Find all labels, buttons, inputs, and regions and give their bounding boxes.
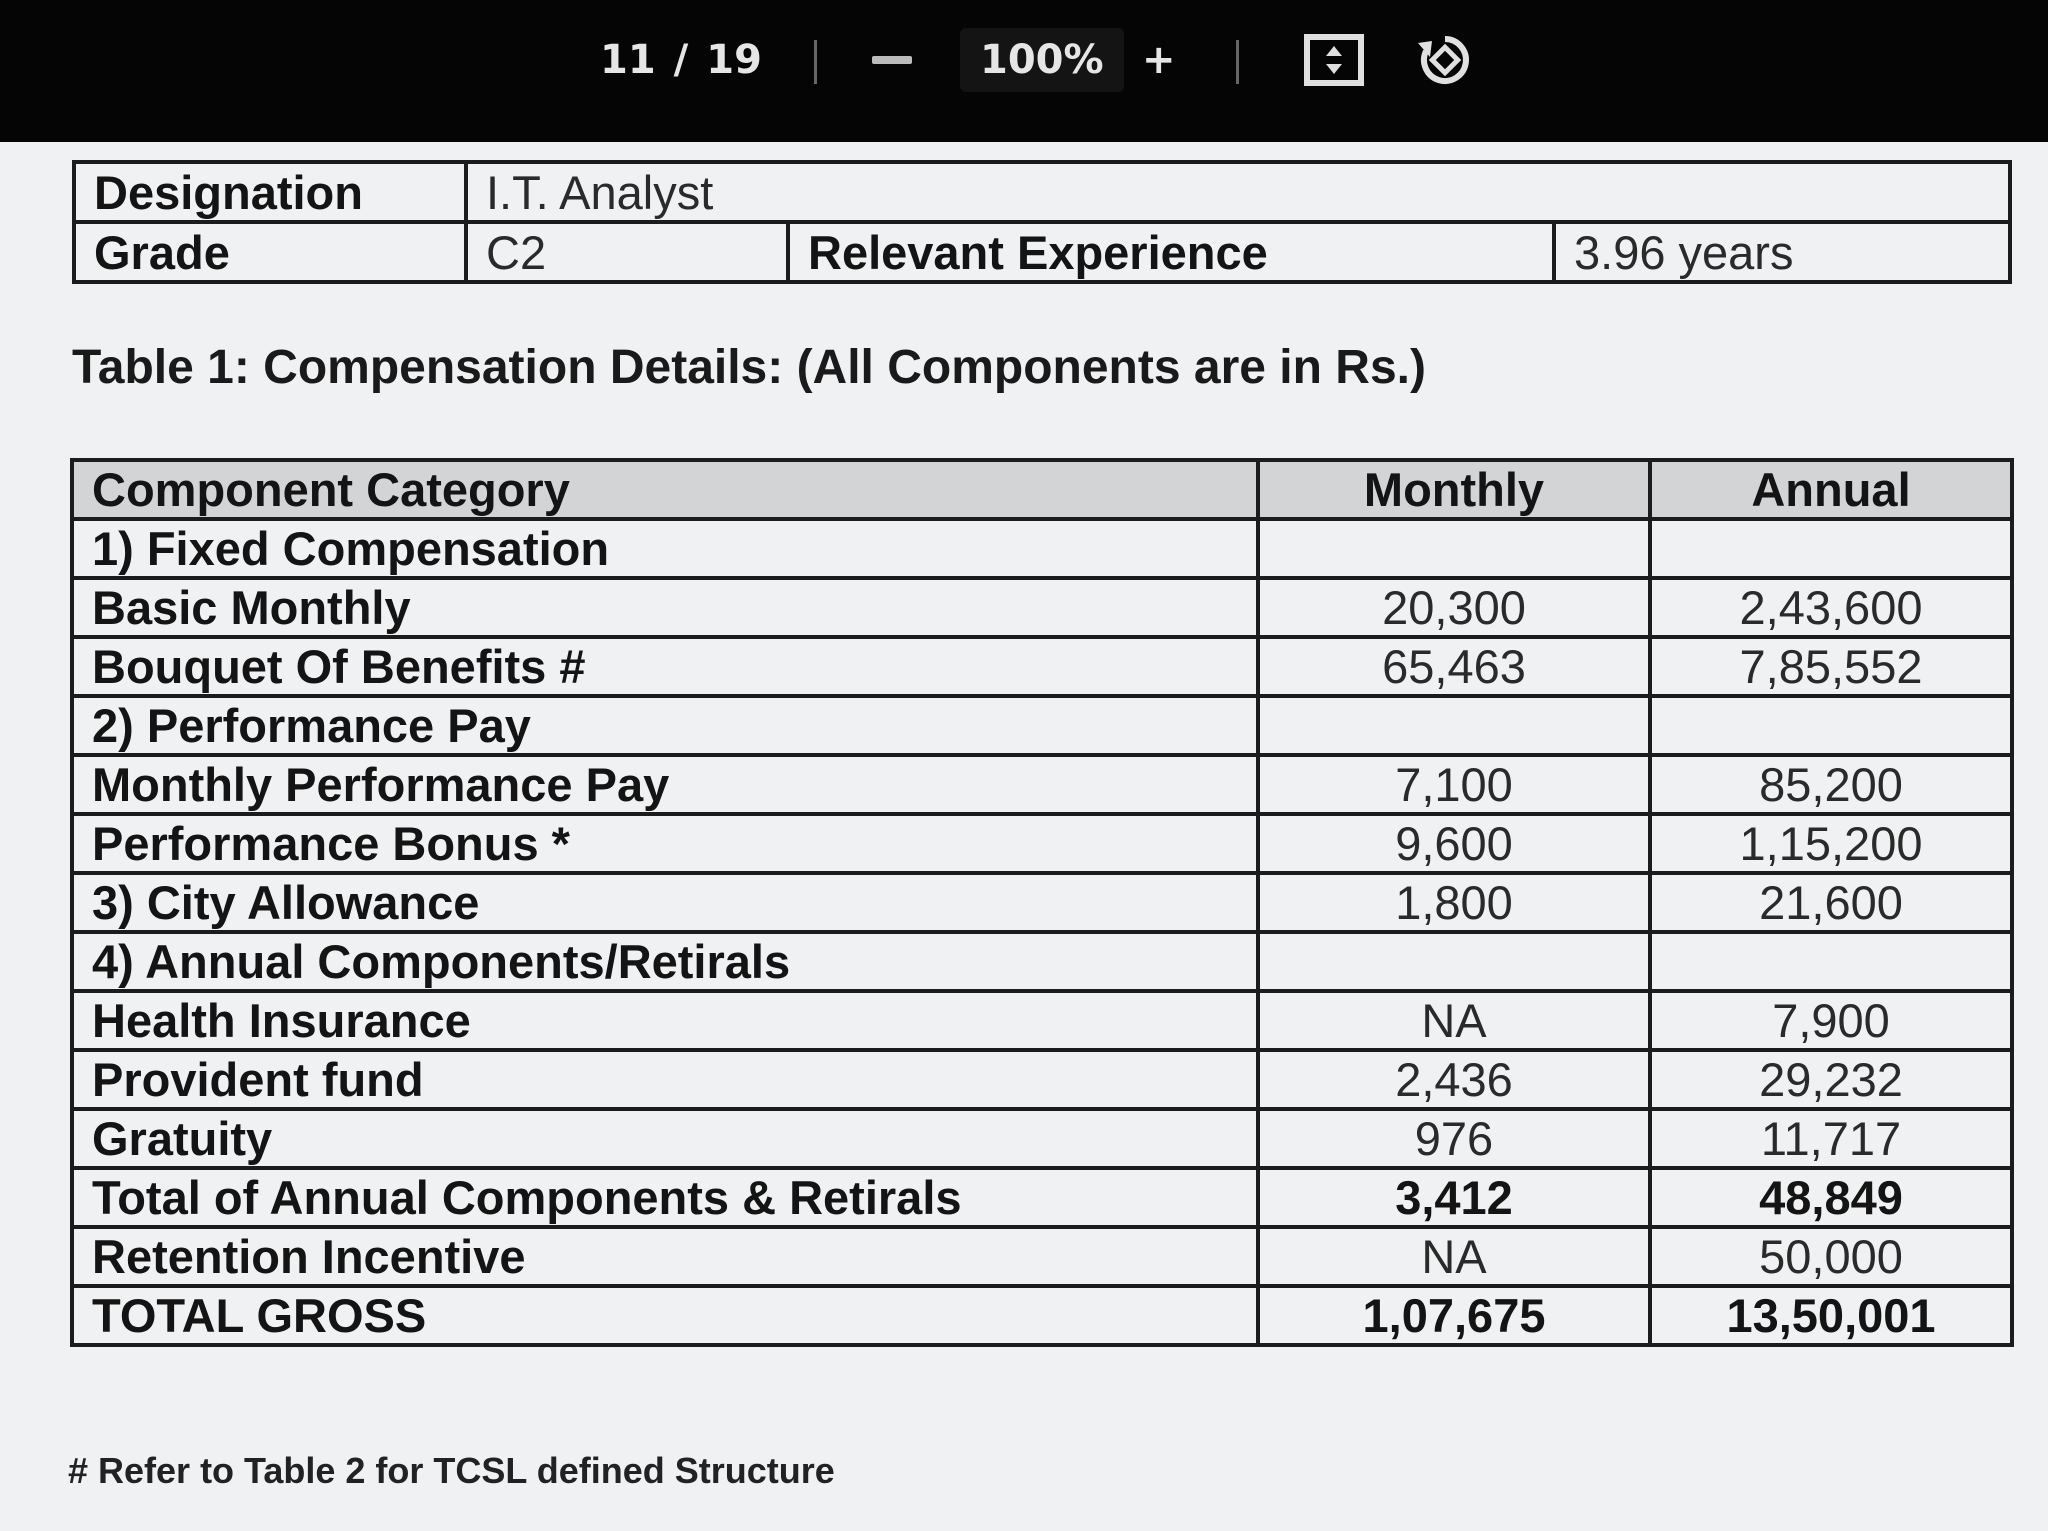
grade-label: Grade <box>74 222 466 282</box>
page-indicator[interactable] <box>600 28 762 92</box>
row-category: 3) City Allowance <box>72 873 1258 932</box>
total-gross-row <box>72 1286 2012 1345</box>
row-annual: 29,232 <box>1650 1050 2012 1109</box>
table-row <box>72 1227 2012 1286</box>
row-annual: 2,43,600 <box>1650 578 2012 637</box>
minus-icon <box>872 56 912 64</box>
table-caption: Table 1: Compensation Details: (All Components are in Rs.) <box>72 341 1426 394</box>
experience-value: 3.96 years <box>1554 222 2010 282</box>
experience-label: Relevant Experience <box>788 222 1554 282</box>
row-annual <box>1650 519 2012 578</box>
row-category: Total of Annual Components & Retirals <box>72 1168 1258 1227</box>
row-category: 2) Performance Pay <box>72 696 1258 755</box>
row-category: 1) Fixed Compensation <box>72 519 1258 578</box>
table-row <box>72 991 2012 1050</box>
header-annual: Annual <box>1650 460 2012 519</box>
table-row <box>72 578 2012 637</box>
row-monthly: 7,100 <box>1258 755 1650 814</box>
table-row <box>72 1109 2012 1168</box>
document-page <box>0 142 2048 1531</box>
row-annual: 48,849 <box>1650 1168 2012 1227</box>
zoom-out-button[interactable] <box>868 28 916 92</box>
table-row <box>72 519 2012 578</box>
header-component-category: Component Category <box>72 460 1258 519</box>
row-category: Retention Incentive <box>72 1227 1258 1286</box>
designation-value: I.T. Analyst <box>466 162 2010 222</box>
row-category: Bouquet Of Benefits # <box>72 637 1258 696</box>
row-annual: 21,600 <box>1650 873 2012 932</box>
row-category: Health Insurance <box>72 991 1258 1050</box>
fit-to-page-button[interactable] <box>1304 28 1364 92</box>
row-monthly: 1,07,675 <box>1258 1286 1650 1345</box>
row-monthly: NA <box>1258 1227 1650 1286</box>
grade-row <box>74 222 2010 282</box>
row-annual: 1,15,200 <box>1650 814 2012 873</box>
table-row <box>72 696 2012 755</box>
fit-page-icon <box>1304 34 1364 86</box>
row-annual <box>1650 932 2012 991</box>
row-category: Basic Monthly <box>72 578 1258 637</box>
table-row <box>72 637 2012 696</box>
table-row <box>72 873 2012 932</box>
row-monthly: 976 <box>1258 1109 1650 1168</box>
row-monthly <box>1258 932 1650 991</box>
header-monthly: Monthly <box>1258 460 1650 519</box>
row-annual: 7,85,552 <box>1650 637 2012 696</box>
row-category: Provident fund <box>72 1050 1258 1109</box>
row-monthly: NA <box>1258 991 1650 1050</box>
row-category: Gratuity <box>72 1109 1258 1168</box>
toolbar-divider <box>1236 40 1239 84</box>
row-monthly <box>1258 519 1650 578</box>
table-row <box>72 755 2012 814</box>
rotate-button[interactable] <box>1414 28 1476 92</box>
row-monthly <box>1258 696 1650 755</box>
row-category: TOTAL GROSS <box>72 1286 1258 1345</box>
row-monthly: 2,436 <box>1258 1050 1650 1109</box>
row-monthly: 9,600 <box>1258 814 1650 873</box>
row-annual: 85,200 <box>1650 755 2012 814</box>
page-separator: / <box>673 37 689 83</box>
row-annual: 50,000 <box>1650 1227 2012 1286</box>
row-annual: 11,717 <box>1650 1109 2012 1168</box>
page-current[interactable]: 11 <box>600 37 656 83</box>
row-category: 4) Annual Components/Retirals <box>72 932 1258 991</box>
zoom-level[interactable]: 100% <box>960 28 1124 92</box>
footnote: # Refer to Table 2 for TCSL defined Structure <box>68 1450 835 1491</box>
row-monthly: 65,463 <box>1258 637 1650 696</box>
row-category: Performance Bonus * <box>72 814 1258 873</box>
row-annual <box>1650 696 2012 755</box>
grade-value: C2 <box>466 222 788 282</box>
row-annual: 13,50,001 <box>1650 1286 2012 1345</box>
row-annual: 7,900 <box>1650 991 2012 1050</box>
row-category: Monthly Performance Pay <box>72 755 1258 814</box>
page-total: 19 <box>706 37 762 83</box>
pdf-toolbar <box>0 0 2048 142</box>
row-monthly: 3,412 <box>1258 1168 1650 1227</box>
table-row <box>72 1168 2012 1227</box>
designation-label: Designation <box>74 162 466 222</box>
table-row <box>72 1050 2012 1109</box>
zoom-in-button[interactable]: + <box>1142 37 1176 83</box>
toolbar-divider <box>814 40 817 84</box>
compensation-table <box>70 458 2014 1347</box>
table-header-row <box>72 460 2012 519</box>
table-row <box>72 814 2012 873</box>
row-monthly: 20,300 <box>1258 578 1650 637</box>
rotate-icon <box>1414 29 1476 91</box>
row-monthly: 1,800 <box>1258 873 1650 932</box>
employee-info-table <box>72 160 2012 284</box>
designation-row <box>74 162 2010 222</box>
table-row <box>72 932 2012 991</box>
